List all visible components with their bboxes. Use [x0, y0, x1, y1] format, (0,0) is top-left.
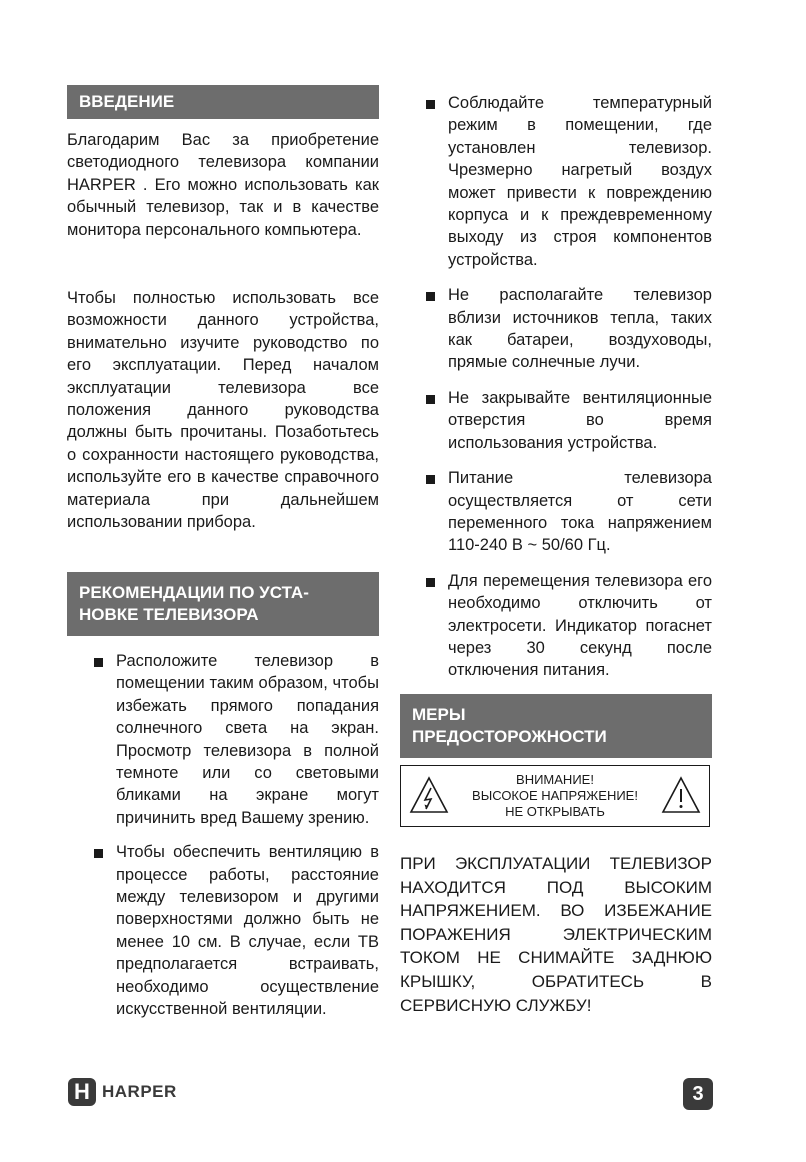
warning-box	[400, 765, 710, 827]
install-heading-line1: РЕКОМЕНДАЦИИ ПО УСТА-	[79, 583, 309, 602]
warning-line-3: НЕ ОТКРЫВАТЬ	[505, 804, 605, 819]
bullet-square-icon	[426, 292, 435, 301]
page-number: 3	[683, 1078, 713, 1110]
bullet-square-icon	[426, 100, 435, 109]
list-item	[426, 92, 712, 271]
list-item-text: Чтобы обеспечить вентиляцию в процессе работы, расстояние между телевизором и другими поверхностями должно быть не менее 10 см. В случае, если ТВ предполагается встраивать, необходимо осуществление искусственной вентиляции.	[116, 843, 379, 1019]
intro-paragraph-1: Благодарим Вас за приобретение светодиодного телевизора компании HARPER . Его можно использовать как обычный телевизор, так и в качестве монитора персонального компьютера.	[67, 131, 379, 239]
list-item	[426, 570, 712, 682]
bullet-square-icon	[426, 475, 435, 484]
safety-heading	[400, 694, 712, 758]
list-item	[426, 467, 712, 557]
install-list-left	[94, 650, 379, 1021]
safety-caps-text: ПРИ ЭКСПЛУАТАЦИИ ТЕЛЕВИЗОР НАХОДИТСЯ ПОД ВЫСОКИМ НАПРЯЖЕНИЕМ. ВО ИЗБЕЖАНИЕ ПОРАЖЕНИЯ ЭЛЕКТРИЧЕСКИМ ТОКОМ НЕ СНИМАЙТЕ ЗАДНЮЮ КРЫШКУ, ОБРАТИТЕСЬ В СЕРВИСНУЮ СЛУЖБУ!	[400, 854, 712, 1015]
bullet-square-icon	[426, 395, 435, 404]
bullet-square-icon	[94, 849, 103, 858]
high-voltage-icon	[409, 776, 449, 814]
logo-mark-icon: H	[68, 1078, 96, 1106]
list-item	[426, 284, 712, 374]
intro-heading-text: ВВЕДЕНИЕ	[79, 92, 175, 111]
list-item-text: Для перемещения телевизора его необходимо отключить от электросети. Индикатор погаснет через 30 секунд после отключения питания.	[448, 571, 712, 680]
warning-text	[451, 772, 659, 820]
list-item-text: Не располагайте телевизор вблизи источников тепла, таких как батареи, воздуховоды, прямые солнечные лучи.	[448, 286, 712, 372]
install-list-right	[426, 92, 712, 682]
safety-heading-line2: ПРЕДОСТОРОЖНОСТИ	[412, 727, 607, 746]
list-item	[426, 387, 712, 454]
list-item-text: Питание телевизора осуществляется от сети переменного тока напряжением 110-240 В ~ 50/60 Гц.	[448, 469, 712, 555]
list-item-text: Расположите телевизор в помещении таким образом, чтобы избежать прямого попадания солнечного света на экран. Просмотр телевизора в полной темноте или со световыми бликами на экране могут причинить вред Вашему зрению.	[116, 652, 379, 827]
list-item-text: Соблюдайте температурный режим в помещении, где установлен телевизор. Чрезмерно нагретый воздух может привести к повреждению корпуса и к преждевременному выходу из строя компонентов устройства.	[448, 94, 712, 269]
safety-heading-line1: МЕРЫ	[412, 705, 466, 724]
install-heading	[67, 572, 379, 636]
warning-line-1: ВНИМАНИЕ!	[516, 772, 594, 787]
bullet-square-icon	[426, 578, 435, 587]
install-heading-line2: НОВКЕ ТЕЛЕВИЗОРА	[79, 605, 259, 624]
harper-logo	[68, 1078, 177, 1106]
list-item-text: Не закрывайте вентиляционные отверстия во время использования устройства.	[448, 388, 712, 452]
warning-line-2: ВЫСОКОЕ НАПРЯЖЕНИЕ!	[472, 788, 638, 803]
list-item	[94, 841, 379, 1020]
list-item	[94, 650, 379, 829]
exclamation-warning-icon	[661, 776, 701, 814]
intro-paragraph-2: Чтобы полностью использовать все возможности данного устройства, внимательно изучите руководство по его эксплуатации. Перед началом эксплуатации телевизора все положения данного руководства должны быть прочитаны. Позаботьтесь о сохранности настоящего руководства, используйте его в качестве справочного материала при дальнейшем использовании прибора.	[67, 289, 379, 532]
logo-brand-text: HARPER	[102, 1082, 177, 1101]
intro-heading	[67, 85, 379, 119]
bullet-square-icon	[94, 658, 103, 667]
